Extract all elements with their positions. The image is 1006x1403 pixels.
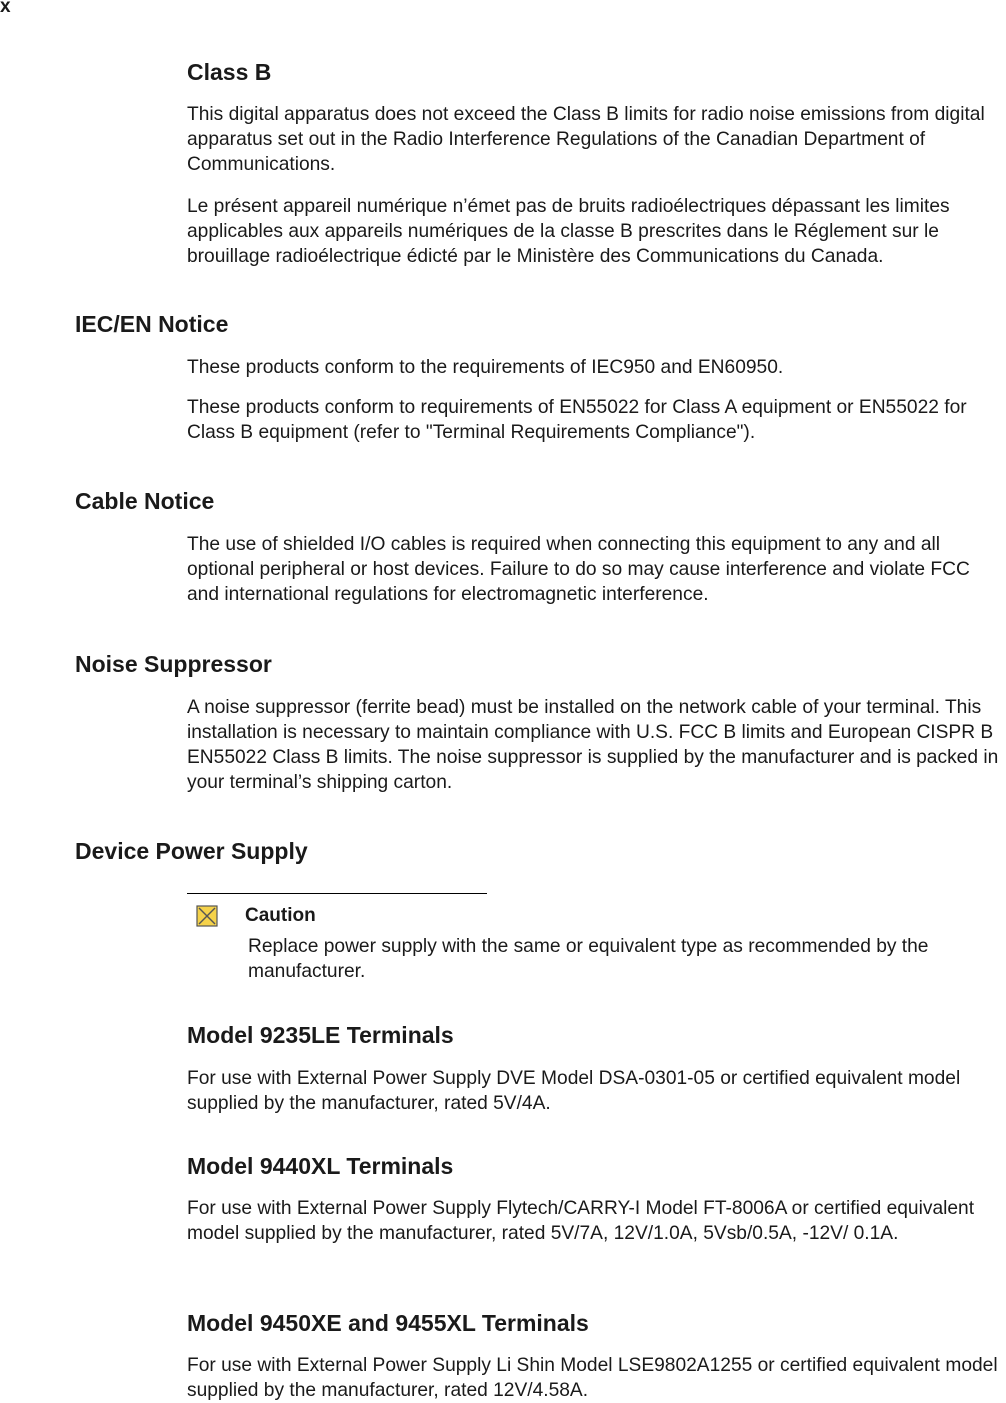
caution-text: Replace power supply with the same or equivalent type as recommended by the manufacturer. — [248, 936, 929, 982]
model-9235le-heading: Model 9235LE Terminals — [187, 1022, 454, 1048]
class-b-paragraph-english: This digital apparatus does not exceed the Class B limits for radio noise emissions from digital apparatus set out in the Radio Interference Regulations of the Canadian Department of Communications. — [187, 104, 985, 175]
caution-divider — [187, 893, 487, 894]
noise-suppressor-heading: Noise Suppressor — [75, 651, 272, 677]
device-power-supply-heading: Device Power Supply — [75, 838, 308, 864]
iec-en-paragraph-2: These products conform to requirements of EN55022 for Class A equipment or EN55022 for Class B equipment (refer to "Terminal Requirements Compliance"). — [187, 397, 967, 443]
class-b-paragraph-french: Le présent appareil numérique n’émet pas de bruits radioélectriques dépassant les limites applicables aux appareils numériques de la classe B prescrites dans le Réglement sur le brouillage radioélectrique édicté par le Ministère des Communications du Canada. — [187, 196, 950, 267]
iec-en-notice-heading: IEC/EN Notice — [75, 311, 229, 337]
iec-en-paragraph-1: These products conform to the requirements of IEC950 and EN60950. — [187, 357, 784, 378]
model-9235le-paragraph: For use with External Power Supply DVE Model DSA-0301-05 or certified equivalent model supplied by the manufacturer, rated 5V/4A. — [187, 1068, 961, 1114]
cable-notice-paragraph: The use of shielded I/O cables is required when connecting this equipment to any and all optional peripheral or host devices. Failure to do so may cause interference and violate FCC and international regulations for electromagnetic interference. — [187, 534, 970, 605]
model-9450xe-9455xl-paragraph: For use with External Power Supply Li Shin Model LSE9802A1255 or certified equivalent model supplied by the manufacturer, rated 12V/4.58A. — [187, 1355, 998, 1401]
model-9450xe-9455xl-heading: Model 9450XE and 9455XL Terminals — [187, 1310, 589, 1336]
noise-suppressor-paragraph: A noise suppressor (ferrite bead) must be installed on the network cable of your terminal. This installation is necessary to maintain compliance with U.S. FCC B limits and European CISPR B EN55022 Class B limits. The noise suppressor is supplied by the manufacturer and is packed in your terminal’s shipping carton. — [187, 697, 999, 793]
caution-title: Caution — [245, 905, 316, 926]
model-9440xl-heading: Model 9440XL Terminals — [187, 1153, 454, 1179]
cable-notice-heading: Cable Notice — [75, 488, 215, 514]
class-b-heading: Class B — [187, 59, 272, 85]
model-9440xl-paragraph: For use with External Power Supply Flytech/CARRY-I Model FT-8006A or certified equivalent model supplied by the manufacturer, rated 5V/7A, 12V/1.0A, 5Vsb/0.5A, -12V/ 0.1A. — [187, 1198, 975, 1244]
page-number: x — [0, 0, 11, 17]
caution-icon — [196, 905, 218, 927]
